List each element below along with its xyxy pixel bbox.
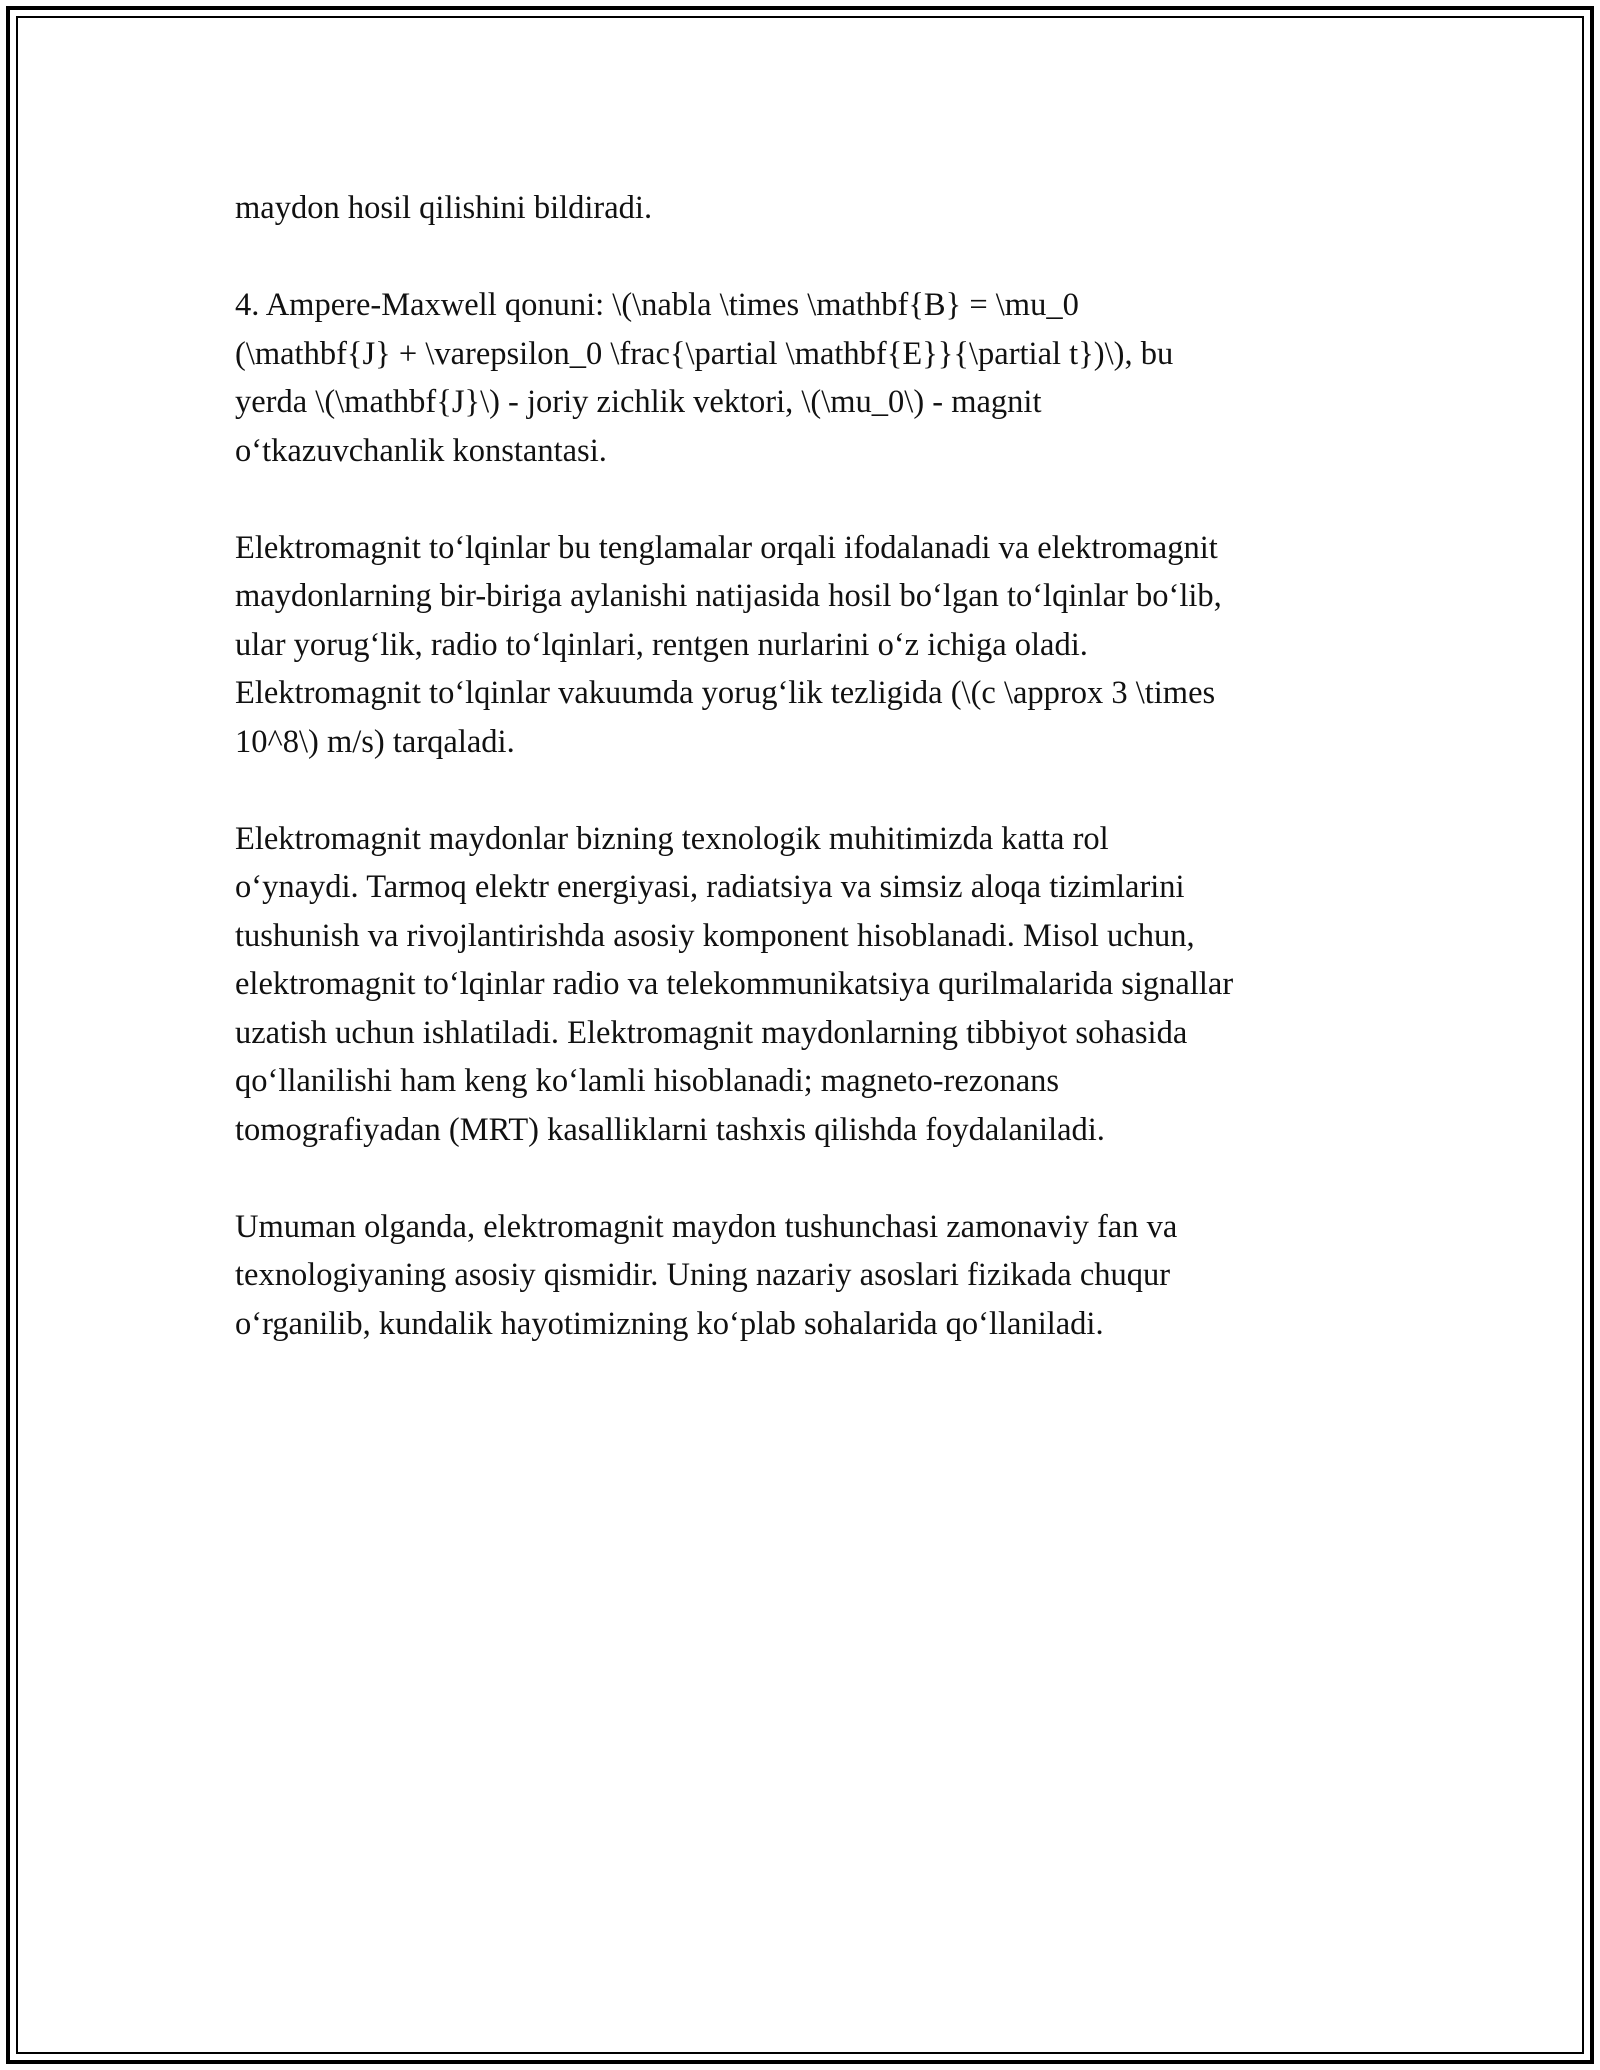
paragraph-continuation: maydon hosil qilishini bildiradi. <box>235 190 653 226</box>
paragraph-ampere-maxwell-law: 4. Ampere-Maxwell qonuni: \(\nabla \times \mathbf{B} = \mu_0 (\mathbf{J} + \varepsilon_0 \frac{\partial \mathbf{E}}{\partial t})\), bu yerda \(\mathbf{J}\) - joriy zichlik vektori, \(\mu_0\) - magnit o‘tkazuvchanlik konstantasi. <box>235 287 1174 469</box>
document-body <box>235 184 1375 1397</box>
paragraph-conclusion: Umuman olganda, elektromagnit maydon tushunchasi zamonaviy fan va texnologiyaning asosiy qismidir. Uning nazariy asoslari fizikada chuqur o‘rganilib, kundalik hayotimizning ko‘plab sohalarida qo‘llaniladi. <box>235 1208 1178 1342</box>
paragraph-electromagnetic-waves: Elektromagnit to‘lqinlar bu tenglamalar orqali ifodalanadi va elektromagnit maydonlarning bir-biriga aylanishi natijasida hosil bo‘lgan to‘lqinlar bo‘lib, ular yorug‘lik, radio to‘lqinlari, rentgen nurlarini o‘z ichiga oladi. Elektromagnit to‘lqinlar vakuumda yorug‘lik tezligida (\(c \approx 3 \times 10^8\) m/s) tarqaladi. <box>235 529 1222 760</box>
paragraph-technology-applications: Elektromagnit maydonlar bizning texnologik muhitimizda katta rol o‘ynaydi. Tarmoq elektr energiyasi, radiatsiya va simsiz aloqa tizimlarini tushunish va rivojlantirishda asosiy komponent hisoblanadi. Misol uchun, elektromagnit to‘lqinlar radio va telekommunikatsiya qurilmalarida signallar uzatish uchun ishlatiladi. Elektromagnit maydonlarning tibbiyot sohasida qo‘llanilishi ham keng ko‘lamli hisoblanadi; magneto-rezonans tomografiyadan (MRT) kasalliklarni tashxis qilishda foydalaniladi. <box>235 820 1234 1148</box>
